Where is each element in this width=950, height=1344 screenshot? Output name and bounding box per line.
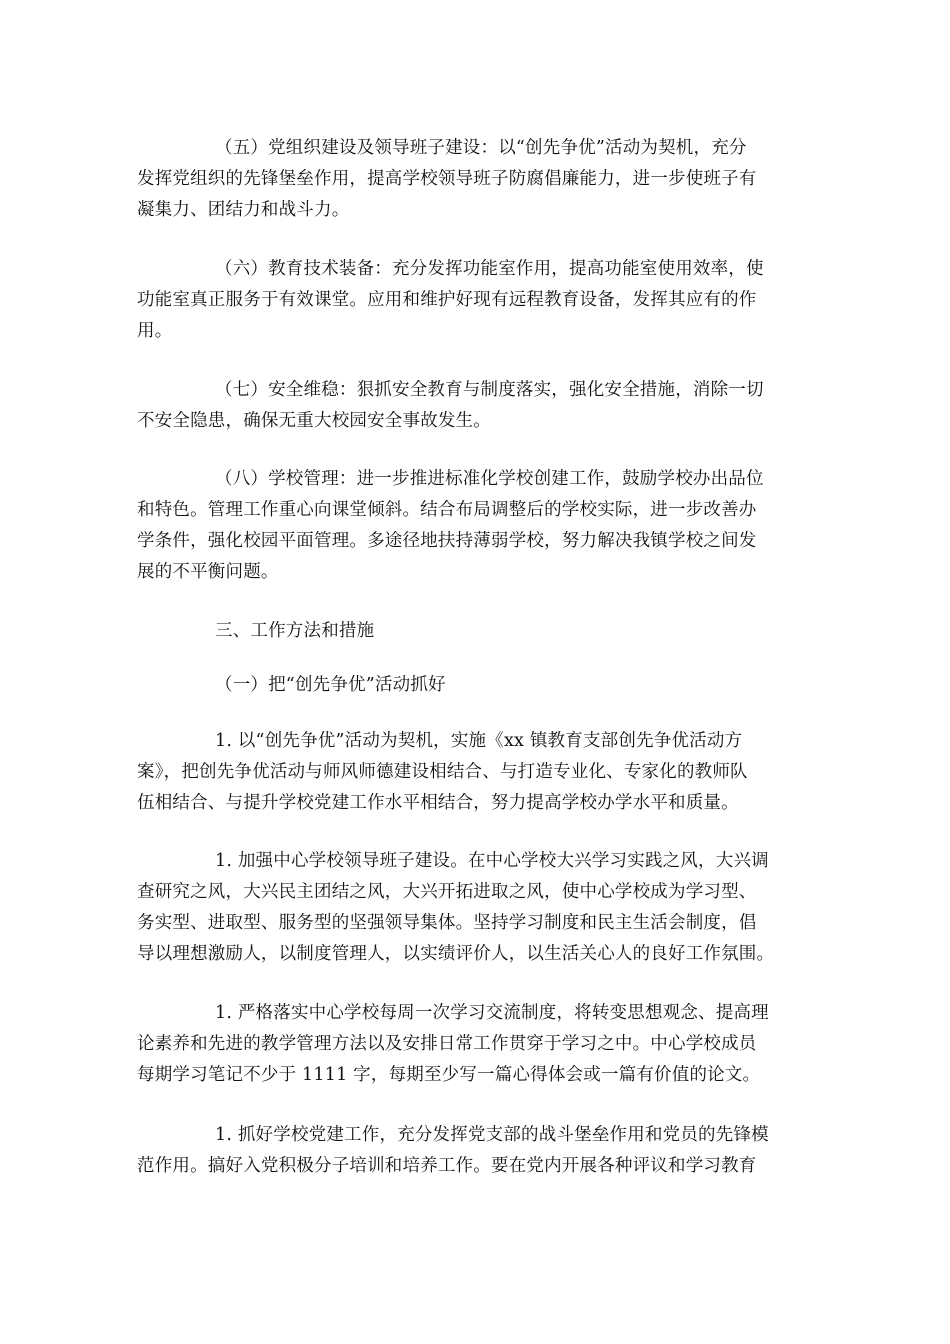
list-item-study-system [137, 998, 817, 1091]
paragraph-line: 论素养和先进的教学管理方法以及安排日常工作贯穿于学习之中。中心学校成员 [137, 1034, 757, 1054]
paragraph-line: （八）学校管理：进一步推进标准化学校创建工作，鼓励学校办出品位 [215, 469, 764, 489]
paragraph-line: （七）安全维稳：狠抓安全教育与制度落实，强化安全措施，消除一切 [215, 380, 764, 400]
paragraph-line: 伍相结合、与提升学校党建工作水平相结合，努力提高学校办学水平和质量。 [137, 793, 739, 813]
paragraph-line: 范作用。搞好入党积极分子培训和培养工作。要在党内开展各种评议和学习教育 [137, 1156, 757, 1176]
paragraph-line: 查研究之风，大兴民主团结之风，大兴开拓进取之风，使中心学校成为学习型、 [137, 882, 757, 902]
paragraph-party-organization [137, 133, 817, 226]
paragraph-line: 不安全隐患，确保无重大校园安全事故发生。 [137, 411, 491, 431]
paragraph-line: （六）教育技术装备：充分发挥功能室作用，提高功能室使用效率，使 [215, 259, 764, 279]
paragraph-line: 1. 加强中心学校领导班子建设。在中心学校大兴学习实践之风，大兴调 [215, 851, 769, 871]
paragraph-line: 案》，把创先争优活动与师风师德建设相结合、与打造专业化、专家化的教师队 [137, 762, 748, 782]
paragraph-line: 发挥党组织的先锋堡垒作用，提高学校领导班子防腐倡廉能力，进一步使班子有 [137, 169, 757, 189]
paragraph-safety [137, 375, 817, 437]
paragraph-line: 功能室真正服务于有效课堂。应用和维护好现有远程教育设备，发挥其应有的作 [137, 290, 757, 310]
paragraph-line: 导以理想激励人，以制度管理人，以实绩评价人，以生活关心人的良好工作氛围。 [137, 944, 775, 964]
paragraph-line: （五）党组织建设及领导班子建设：以“创先争优”活动为契机，充分 [215, 138, 747, 158]
list-item-party-building [137, 1120, 817, 1182]
paragraph-education-equipment [137, 254, 817, 347]
paragraph-school-management [137, 464, 817, 588]
paragraph-line: 凝集力、团结力和战斗力。 [137, 200, 350, 220]
paragraph-line: 1. 抓好学校党建工作，充分发挥党支部的战斗堡垒作用和党员的先锋模 [215, 1125, 769, 1145]
list-item-leadership [137, 846, 817, 970]
paragraph-line: 用。 [137, 321, 173, 341]
section-heading: 三、工作方法和措施 [215, 621, 375, 641]
paragraph-line: 1. 严格落实中心学校每周一次学习交流制度，将转变思想观念、提高理 [215, 1003, 769, 1023]
paragraph-line: 每期学习笔记不少于 1111 字，每期至少写一篇心得体会或一篇有价值的论文。 [137, 1065, 761, 1085]
paragraph-line: 务实型、进取型、服务型的坚强领导集体。坚持学习制度和民主生活会制度，倡 [137, 913, 757, 933]
paragraph-line: 1. 以“创先争优”活动为契机，实施《xx 镇教育支部创先争优活动方 [215, 731, 743, 751]
paragraph-line: 展的不平衡问题。 [137, 562, 279, 582]
paragraph-line: 和特色。管理工作重心向课堂倾斜。结合布局调整后的学校实际，进一步改善办 [137, 500, 757, 520]
section-heading-methods [137, 616, 817, 647]
subsection-heading-create-excellence [137, 670, 817, 701]
list-item-plan [137, 726, 817, 819]
subsection-heading: （一）把“创先争优”活动抓好 [215, 675, 446, 695]
paragraph-line: 学条件，强化校园平面管理。多途径地扶持薄弱学校，努力解决我镇学校之间发 [137, 531, 757, 551]
